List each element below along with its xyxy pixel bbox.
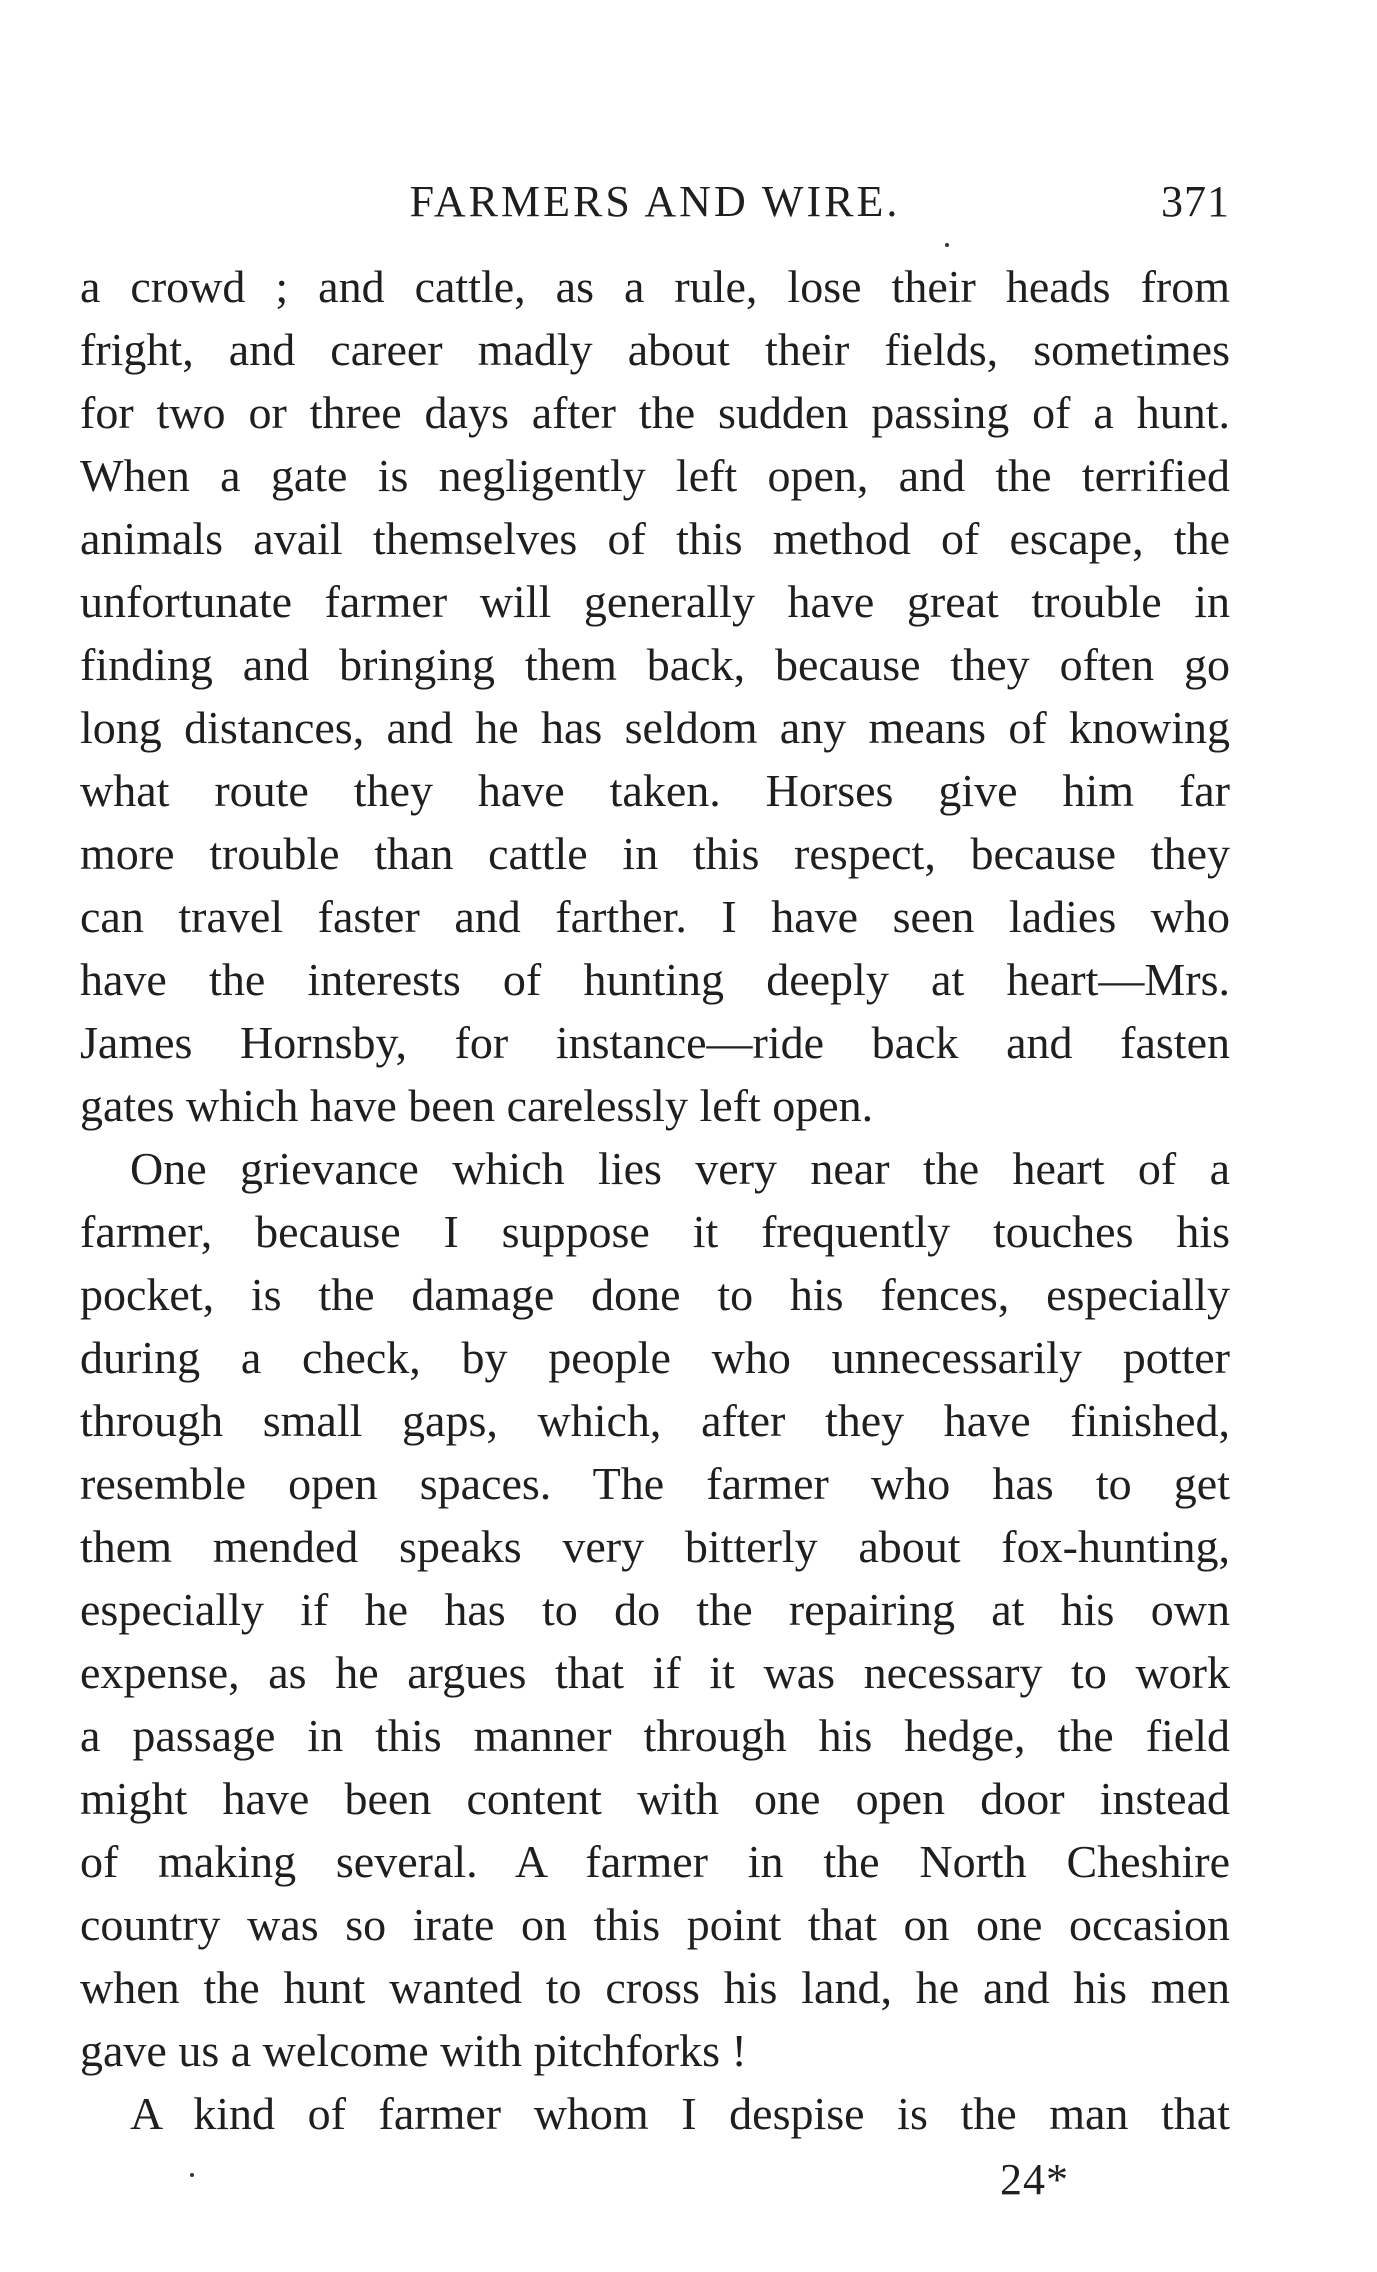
text-line: especially if he has to do the repairing at his own — [80, 1584, 1230, 1635]
text-line: of making several. A farmer in the North Cheshire — [80, 1836, 1230, 1887]
text-line: unfortunate farmer will generally have great trouble in — [80, 576, 1230, 627]
text-line: them mended speaks very bitterly about fox-hunting, — [80, 1521, 1230, 1572]
print-speck — [945, 243, 949, 247]
running-head — [80, 172, 1230, 232]
text-line: expense, as he argues that if it was necessary to work — [80, 1647, 1230, 1698]
text-line: long distances, and he has seldom any means of knowing — [80, 702, 1230, 753]
text-line: A kind of farmer whom I despise is the man that — [130, 2088, 1230, 2139]
text-line: gave us a welcome with pitchforks ! — [80, 2025, 747, 2076]
text-line: country was so irate on this point that on one occasion — [80, 1899, 1230, 1950]
text-line: a passage in this manner through his hedge, the field — [80, 1710, 1230, 1761]
text-line: resemble open spaces. The farmer who has to get — [80, 1458, 1230, 1509]
text-line: animals avail themselves of this method of escape, the — [80, 513, 1230, 564]
text-line: have the interests of hunting deeply at heart—Mrs. — [80, 954, 1230, 1005]
text-line: during a check, by people who unnecessarily potter — [80, 1332, 1230, 1383]
text-line: when the hunt wanted to cross his land, he and his men — [80, 1962, 1230, 2013]
text-line: through small gaps, which, after they have finished, — [80, 1395, 1230, 1446]
text-line: gates which have been carelessly left open. — [80, 1080, 874, 1131]
text-line: When a gate is negligently left open, and the terrified — [80, 450, 1230, 501]
text-line: finding and bringing them back, because they often go — [80, 639, 1230, 690]
text-line: a crowd ; and cattle, as a rule, lose their heads from — [80, 261, 1230, 312]
text-line: more trouble than cattle in this respect, because they — [80, 828, 1230, 879]
body-text — [80, 255, 1230, 2145]
text-line: One grievance which lies very near the heart of a — [130, 1143, 1230, 1194]
text-line: what route they have taken. Horses give him far — [80, 765, 1230, 816]
text-line: fright, and career madly about their fields, sometimes — [80, 324, 1230, 375]
print-speck — [190, 2173, 194, 2177]
text-line: might have been content with one open door instead — [80, 1773, 1230, 1824]
printer-signature-mark: 24* — [1000, 2155, 1069, 2204]
text-line: can travel faster and farther. I have seen ladies who — [80, 891, 1230, 942]
running-title: FARMERS AND WIRE. — [409, 177, 901, 226]
text-line: farmer, because I suppose it frequently touches his — [80, 1206, 1230, 1257]
text-line: James Hornsby, for instance—ride back and fasten — [80, 1017, 1230, 1068]
text-line: for two or three days after the sudden passing of a hunt. — [80, 387, 1230, 438]
page-number: 371 — [1161, 177, 1230, 226]
text-line: pocket, is the damage done to his fences, especially — [80, 1269, 1230, 1320]
